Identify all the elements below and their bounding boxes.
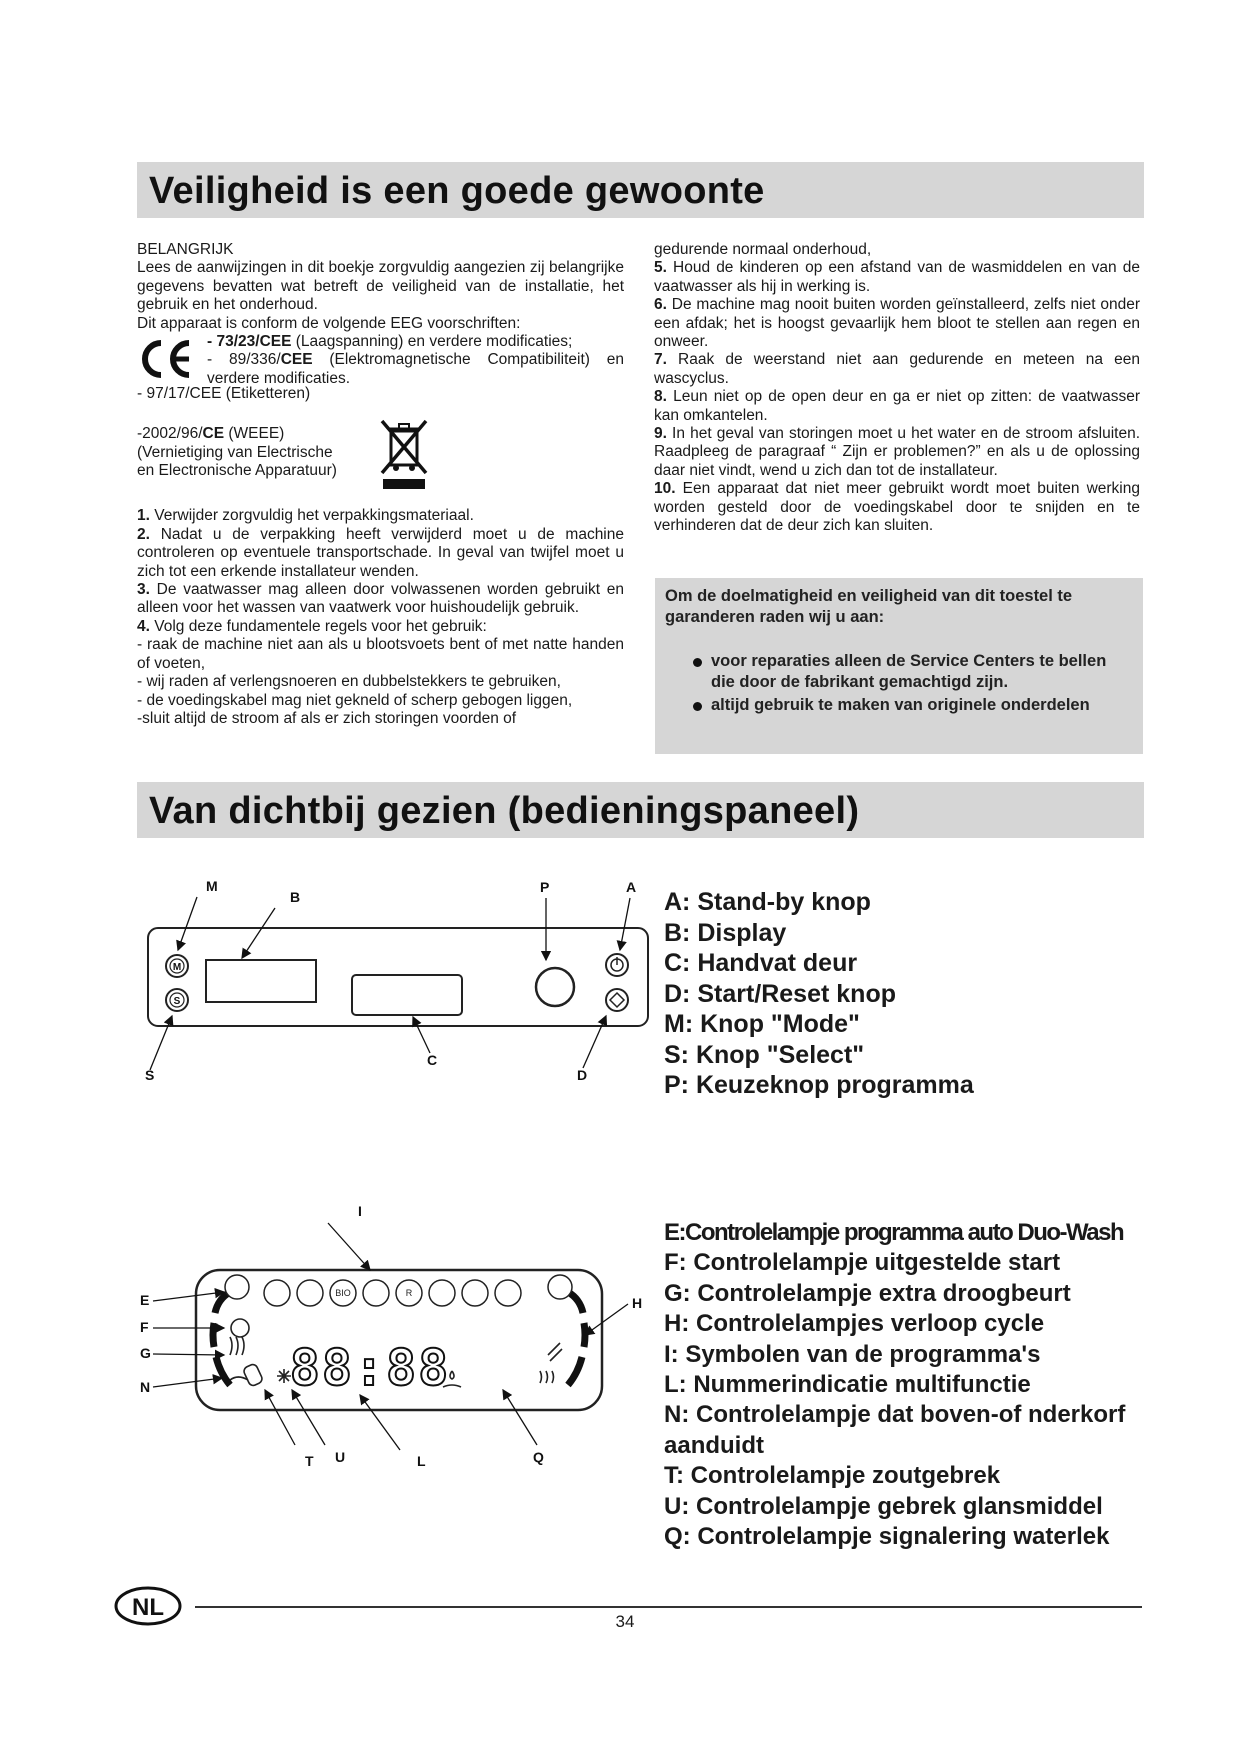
crossed-bin-icon [377,417,431,491]
callout-c: C [427,1052,438,1068]
rule-2: 2. Nadat u de verpakking heeft verwijderd moet u de machine controleren op eventuele transportschade. In geval van twijfel moet u zich tot een erkende installateur wenden. [137,525,624,580]
advice-item: altijd gebruik te maken van originele onderdelen [693,695,1113,716]
rule-1: 1. Verwijder zorgvuldig het verpakkingsmateriaal. [137,507,474,525]
rule-5: 5. Houd de kinderen op een afstand van de wasmiddelen en van de vaatwasser als hij in werking is. [654,259,1140,295]
callout-a: A [626,879,637,895]
section-header-panel [137,782,1144,838]
legend-item: E:Controlelampje programma auto Duo-Wash [664,1219,1124,1246]
display-legend [664,1218,1144,1552]
advice-box [655,578,1143,754]
legend-item: Q: Controlelampje signalering waterlek [664,1523,1110,1551]
callout-b: B [290,889,301,905]
callout-u: U [335,1449,346,1465]
callout-t: T [305,1453,314,1469]
weee-line-1: -2002/96/CE (WEEE) [137,425,285,443]
rule-4: 4. Volg deze fundamentele regels voor het gebruik: [137,617,487,635]
intro-text: Lees de aanwijzingen in dit boekje zorgvuldig aangezien zij belangrijke gegevens bevatten wat betreft de veiligheid van de installatie, het gebruik en het onderhoud. [137,259,624,314]
rule-9: 9. In het geval van storingen moet u het water en de stroom afsluiten. Raadpleeg de paragraaf “ Zijn er problemen?” en als u de oplossing daar niet vindt, wend u zich dan tot de installateur. [654,425,1140,479]
legend-item: H: Controlelampjes verloop cycle [664,1310,1045,1338]
section-header-safety [137,162,1144,218]
advice-item: voor reparaties alleen de Service Centers te bellen die door de fabrikant gemachtigd zijn. [693,651,1113,693]
weee-line-2: (Vernietiging van Electrische [137,443,333,461]
svg-text:S: S [173,996,181,1007]
rule-4-item-3: - de voedingskabel mag niet gekneld of scherp gebogen liggen, [137,691,573,709]
rapid-icon-glyph: R [405,1288,413,1298]
legend-item: I: Symbolen van de programma's [664,1340,1041,1368]
display-window [206,960,316,1002]
legend-item: S: Knop "Select" [664,1040,865,1069]
directive-3: - 97/17/CEE (Etiketteren) [137,385,311,403]
legend-item: B: Display [664,918,787,947]
callout-p: P [540,879,550,895]
legend-item: L: Nummerindicatie multifunctie [664,1371,1031,1399]
program-icon [297,1280,323,1306]
safety-right-column [654,241,1140,536]
display-diagram [130,1195,650,1470]
directive-2: - 89/336/CEE (Elektromagnetische Compatibiliteit) en verdere modificaties. [207,351,625,387]
ce-block [137,333,624,385]
advice-header: Om de doelmatigheid en veiligheid van dit toestel te garanderen raden wij u aan: [665,587,1073,626]
rule-4-item-1: - raak de machine niet aan als u blootsvoets bent of met natte handen of voeten, [137,636,624,672]
legend-item: M: Knop "Mode" [664,1010,860,1038]
svg-text:M: M [172,962,182,973]
callout-f: F [140,1319,149,1335]
legend-item: P: Keuzeknop programma [664,1071,974,1099]
weee-block [137,417,624,497]
callout-m: M [206,878,218,894]
multifunction-display: 88:88 [289,1339,451,1397]
legend-item: G: Controlelampje extra droogbeurt [664,1279,1071,1307]
start-reset-button[interactable] [606,989,628,1011]
language-badge [114,1586,182,1626]
prewash-icon [548,1275,572,1299]
ce-mark-icon [137,337,197,381]
program-knob[interactable] [536,968,574,1006]
callout-e: E [140,1292,150,1308]
standby-button[interactable] [606,954,628,976]
callout-g: G [140,1345,151,1361]
legend-item: D: Start/Reset knop [664,979,896,1008]
select-button[interactable] [166,989,188,1011]
callout-l: L [417,1453,426,1469]
rule-7: 7. Raak de weerstand niet aan gedurende en meteen na een wascyclus. [654,351,1140,387]
door-handle[interactable] [352,975,462,1015]
continuation-text: gedurende normaal onderhoud, [654,241,872,258]
page-number: 34 [615,1612,635,1631]
advice-list [693,651,1113,718]
conform-text: Dit apparaat is conform de volgende EEG voorschriften: [137,314,521,332]
mode-button[interactable] [166,955,188,977]
weee-line-3: en Electronische Apparatuur) [137,462,337,480]
callout-q: Q [533,1449,544,1465]
program-icon [495,1280,521,1306]
rule-3: 3. De vaatwasser mag alleen door volwassenen worden gebruikt en alleen voor het wassen van vaatwerk voor huishoudelijk gebruik. [137,581,624,617]
rule-4-item-4: -sluit altijd de stroom af als er zich storingen voorden of [137,709,517,727]
legend-item: C: Handvat deur [664,949,858,977]
section-title-panel: Van dichtbij gezien (bedieningspaneel) [149,790,860,832]
important-label: BELANGRIJK [137,241,234,258]
callout-n: N [140,1379,151,1395]
duo-wash-icon [225,1275,249,1299]
program-icon [363,1280,389,1306]
legend-item: U: Controlelampje gebrek glansmiddel [664,1492,1103,1520]
legend-item: A: Stand-by knop [664,888,871,916]
language-code: NL [132,1594,164,1621]
directive-1: - 73/23/CEE (Laagspanning) en verdere modificaties; [207,333,573,351]
rule-6: 6. De machine mag nooit buiten worden geïnstalleerd, zelfs niet onder een afdak; het is hoogst gevaarlijk hem bloot te stellen aan regen en onweer. [654,296,1140,351]
rule-4-item-2: - wij raden af verlengsnoeren en dubbelstekkers te gebruiken, [137,673,561,691]
control-panel-diagram [130,870,650,1090]
callout-s: S [145,1067,155,1083]
section-title-safety: Veiligheid is een goede gewoonte [149,170,765,212]
program-icon [264,1280,290,1306]
legend-item: F: Controlelampje uitgestelde start [664,1249,1061,1277]
panel-legend [664,887,974,1101]
legend-item: N: Controlelampje dat boven-of nderkorf aanduidt [664,1401,1126,1459]
rule-10: 10. Een apparaat dat niet meer gebruikt wordt moet buiten werking worden gesteld door de voedingskabel door te snijden en te verhinderen dat de deur zich kan sluiten. [654,480,1140,535]
bio-icon-glyph: BIO [335,1288,351,1298]
legend-item: T: Controlelampje zoutgebrek [664,1462,1001,1490]
callout-h: H [632,1295,643,1311]
footer-rule [195,1606,1142,1608]
rule-8: 8. Leun niet op de open deur en ga er niet op zitten: de vaatwasser kan omkantelen. [654,388,1140,424]
program-icon [429,1280,455,1306]
callout-i: I [358,1203,362,1219]
callout-d: D [577,1067,588,1083]
safety-left-column [137,241,624,728]
glass-icon [462,1280,488,1306]
